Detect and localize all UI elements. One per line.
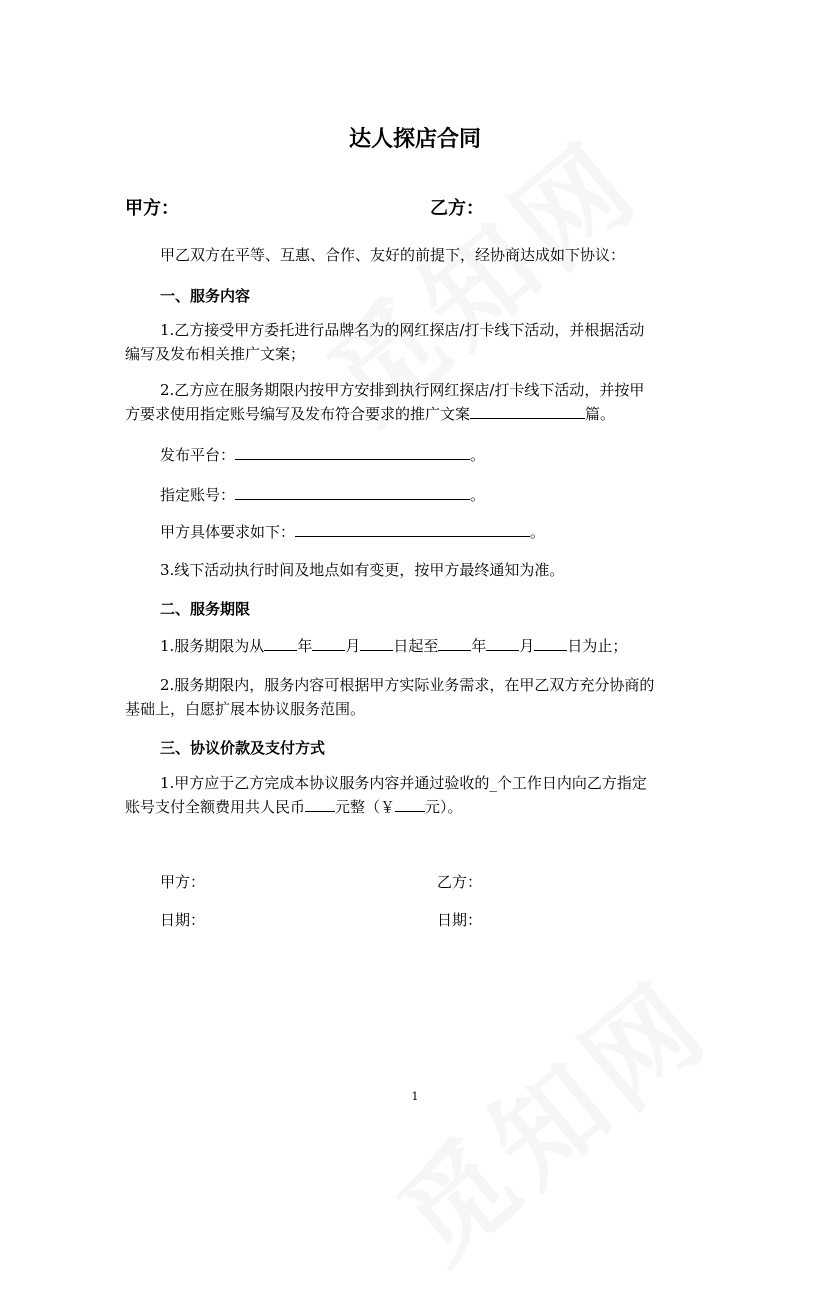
amount-chinese-blank[interactable] [305, 796, 335, 812]
section-3-heading: 三、协议价款及支付方式 [160, 739, 326, 757]
party-a-label: 甲方： [125, 198, 179, 219]
page-number: 1 [411, 1090, 419, 1103]
end-day-blank[interactable] [534, 635, 567, 651]
start-day-label: 日起至 [393, 637, 439, 655]
requirements-row [160, 520, 545, 544]
requirements-end: 。 [530, 523, 546, 541]
signature-party-b: 乙方： [437, 873, 483, 891]
section-1-heading: 一、服务内容 [160, 287, 251, 305]
section-2-heading: 二、服务期限 [160, 600, 251, 618]
s3-item1-line1: 1.甲方应于乙方完成本协议服务内容并通过验收的_个工作日内向乙方指定 [160, 774, 647, 792]
signature-party-a: 甲方： [160, 873, 206, 891]
s1-item2-line2 [125, 402, 615, 426]
articles-count-blank[interactable] [470, 403, 585, 419]
end-day-label: 日为止； [567, 637, 628, 655]
account-label: 指定账号： [160, 486, 236, 504]
platform-row [160, 443, 485, 467]
service-period-row [160, 634, 627, 658]
payment-end: 元）。 [425, 798, 463, 816]
watermark-lower [360, 939, 737, 1291]
start-month-blank[interactable] [312, 635, 345, 651]
signature-date-b: 日期： [437, 911, 483, 929]
account-end: 。 [470, 486, 486, 504]
s1-item1-line1: 1.乙方接受甲方委托进行品牌名为的网红探店/打卡线下活动，并根据活动 [160, 321, 645, 339]
document-title: 达人探店合同 [348, 127, 481, 152]
requirements-blank[interactable] [295, 521, 530, 537]
payment-text: 账号支付全额费用共人民币 [125, 798, 306, 816]
s2-item2-line2: 基础上，白愿扩展本协议服务范围。 [125, 700, 366, 718]
period-intro: 1.服务期限为从 [160, 637, 265, 655]
s3-item1-line2 [125, 795, 463, 819]
party-b-label: 乙方： [430, 198, 484, 219]
start-day-blank[interactable] [360, 635, 393, 651]
amount-number-blank[interactable] [395, 796, 425, 812]
start-year-label: 年 [297, 637, 313, 655]
s1-item3: 3.线下活动执行时间及地点如有变更，按甲方最终通知为准。 [160, 561, 565, 579]
account-row [160, 483, 485, 507]
s2-item2-line1: 2.服务期限内，服务内容可根据甲方实际业务需求，在甲乙双方充分协商的 [160, 676, 655, 694]
start-month-label: 月 [345, 637, 361, 655]
start-year-blank[interactable] [264, 635, 297, 651]
s1-item1-line2: 编写及发布相关推广文案； [125, 345, 306, 363]
platform-end: 。 [470, 446, 486, 464]
end-month-label: 月 [519, 637, 535, 655]
s1-item2-text: 方要求使用指定账号编写及发布符合要求的推广文案 [125, 405, 471, 423]
end-year-label: 年 [471, 637, 487, 655]
end-year-blank[interactable] [438, 635, 471, 651]
signature-date-a: 日期： [160, 911, 206, 929]
platform-blank[interactable] [235, 444, 470, 460]
payment-yuan-label: 元整（￥ [335, 798, 396, 816]
requirements-label: 甲方具体要求如下： [160, 523, 296, 541]
platform-label: 发布平台： [160, 446, 236, 464]
account-blank[interactable] [235, 484, 470, 500]
s1-item2-line1: 2.乙方应在服务期限内按甲方安排到执行网红探店/打卡线下活动，并按甲 [160, 381, 645, 399]
end-month-blank[interactable] [486, 635, 519, 651]
intro-paragraph: 甲乙双方在平等、互惠、合作、友好的前提下，经协商达成如下协议： [160, 246, 626, 264]
s1-item2-suffix: 篇。 [585, 405, 616, 423]
